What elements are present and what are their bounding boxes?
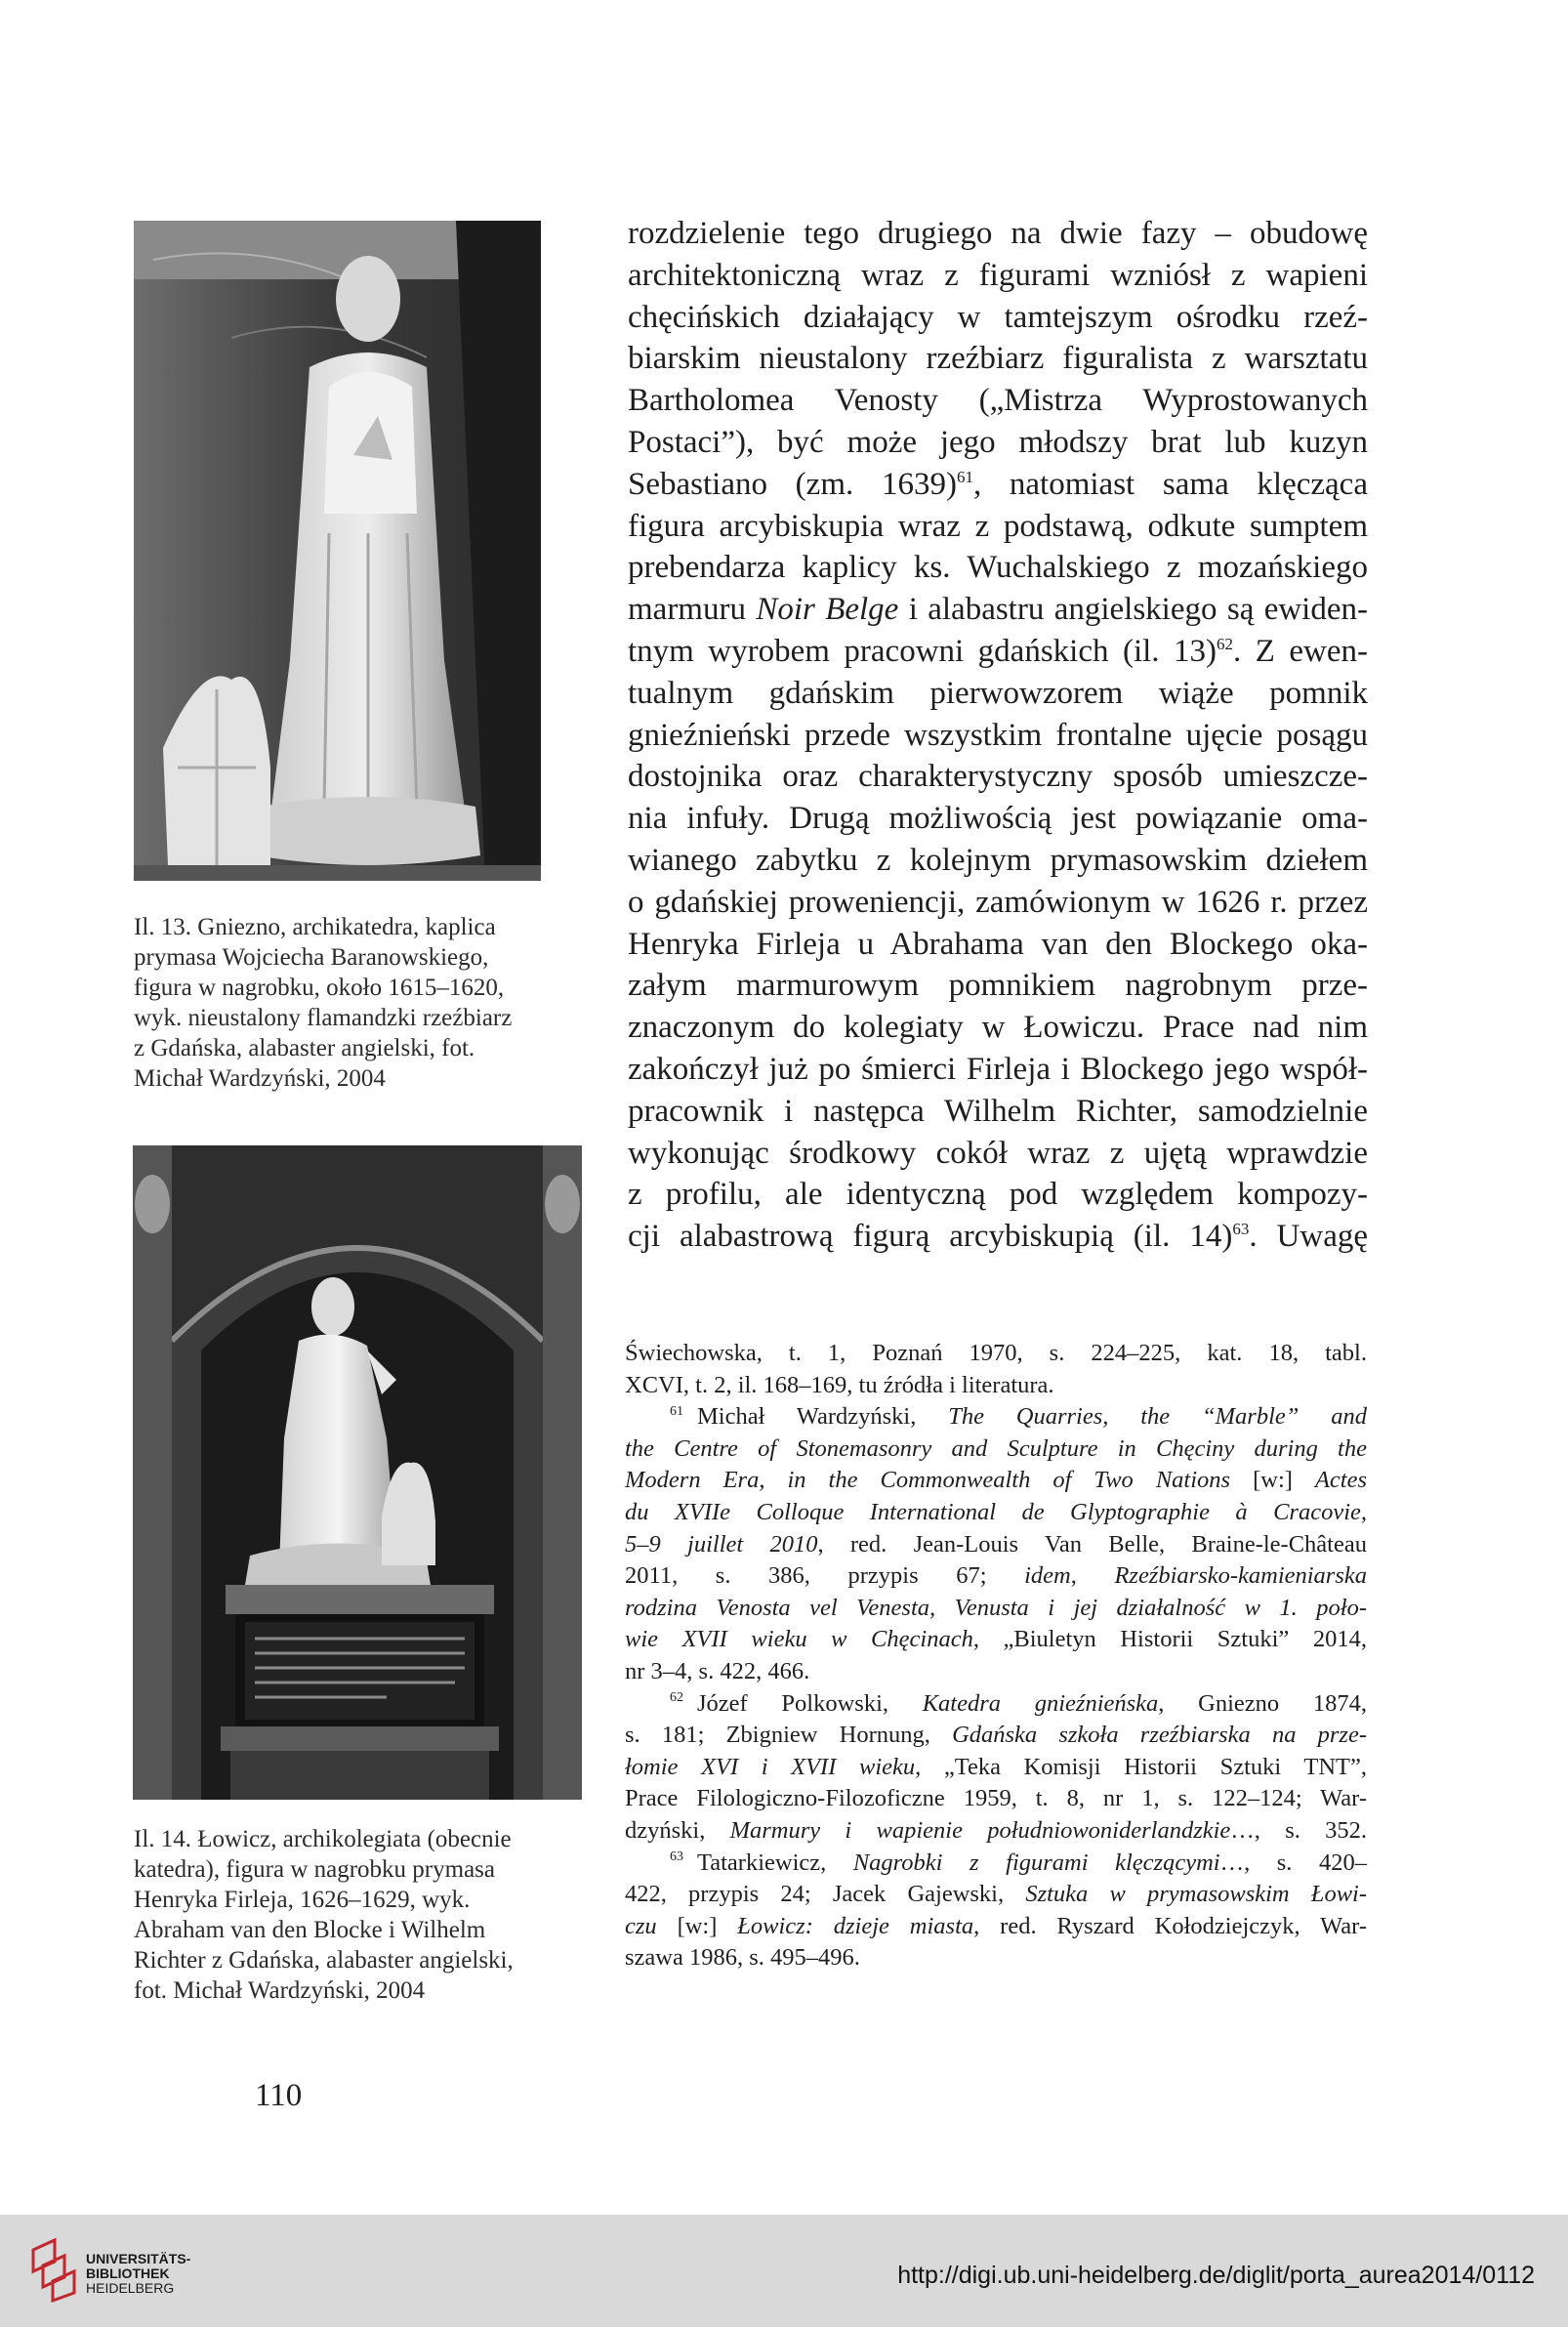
source-url-link[interactable]: http://digi.ub.uni-heidelberg.de/diglit/porta_aurea2014/0112: [897, 2262, 1535, 2289]
footnote-61: $^{61}$ Michał Wardzyński, The Quarries, the “Marble” and: [670, 1403, 1367, 1431]
figure-caption-il14: Il. 14. Łowicz, archikolegiata (obecnie katedra), figura w nagrobku prymasa Henryka Firleja, 1626–1629, wyk. Abraham van den Blocke i Wilhelm Richter z Gdańska, alabaster angielski, fot. Michał Wardzyński, 2004: [134, 1826, 514, 2004]
figure-photo-il13: [134, 221, 541, 881]
library-logo-icon: [29, 2236, 80, 2303]
footnote-63: $^{63}$ Tatarkiewicz, Nagrobki z figurami klęczącymi…, s. 420–: [670, 1849, 1367, 1876]
footnotes: Świechowska, t. 1, Poznań 1970, s. 224–225, kat. 18, tabl. XCVI, t. 2, il. 168–169, tu źródła i literatura. $^{61}$ Michał Wardzyński, The Quarries, the “Marble” and the Centre of Stonemasonry and Sculpture in Chęciny during the Modern Era, in the Commonwealth of Two Nations [w:] Actes du XVIIe Colloque International de Glyptographie à Cracovie, 5–9 juillet 2010, red. Jean-Louis Van Belle, Braine-le-Château 2011, s. 386, przypis 67; idem, Rzeźbiarsko-kamieniarska rodzina Venosta vel Venesta, Venusta i jej działalność w 1. poło- wie XVII wieku w Chęcinach, „Biuletyn Historii Sztuki” 2014, nr 3–4, s. 422, 466. $^{62}$ Józef Polkowski, Katedra gnieźnieńska, Gniezno 1874, s. 181; Zbigniew Hornung, Gdańska szkoła rzeźbiarska na prze- łomie XVI i XVII wieku, „Teka Komisji Historii Sztuki TNT”, Prace Filologiczno-Filozoficzne 1959, t. 8, nr 1, s. 122–124; War- dzyński, Marmury i wapienie południowoniderlandzkie…, s. 352. $^{63}$ Tatarkiewicz, Nagrobki z figurami klęczącymi…, s. 420– 422, przypis 24; Jacek Gajewski, Sztuka w prymasowskim Łowi- czu [w:] Łowicz: dzieje miasta, red. Ryszard Kołodziejczyk, War- szawa 1986, s. 495–496.: [625, 1340, 1368, 1972]
page-number: 110: [255, 2078, 303, 2113]
figure-caption-il13: Il. 13. Gniezno, archikatedra, kaplica prymasa Wojciecha Baranowskiego, figura w nagrobku, około 1615–1620, wyk. nieustalony flamandzki rzeźbiarz z Gdańska, alabaster angielski, fot. Michał Wardzyński, 2004: [134, 914, 513, 1092]
library-logo-text: UNIVERSITÄTS- BIBLIOTHEK HEIDELBERG: [86, 2251, 191, 2296]
footnote-ref-61: 61: [956, 467, 973, 486]
body-text: rozdzielenie tego drugiego na dwie fazy – obudowę architektoniczną wraz z figurami wzniósł z wapieni chęcińskich działający w tamtejszym ośrodku rzeź- biarskim nieustalony rzeźbiarz figuralista z warsztatu Bartholomea Venosty („Mistrza Wyprostowanych Postaci”), być może jego młodszy brat lub kuzyn Sebastiano (zm. 1639)$^{61}$, natomiast sama klęcząca figura arcybiskupia wraz z podstawą, odkute sumptem prebendarza kaplicy ks. Wuchalskiego z mozańskiego marmuru Noir Belge i alabastru angielskiego są ewiden- tnym wyrobem pracowni gdańskich (il. 13)$^{62}$. Z ewen- tualnym gdańskim pierwowzorem wiąże pomnik gnieźnieński przede wszystkim frontalne ujęcie posągu dostojnika oraz charakterystyczny sposób umieszcze- nia infuły. Drugą możliwością jest powiązanie oma- wianego zabytku z kolejnym prymasowskim dziełem o gdańskiej proweniencji, zamówionym w 1626 r. przez Henryka Firleja u Abrahama van den Blockego oka- załym marmurowym pomnikiem nagrobnym prze- znaczonym do kolegiaty w Łowiczu. Prace nad nim zakończył już po śmierci Firleja i Blockego jego współ- pracownik i następca Wilhelm Richter, samodzielnie wykonując środkowy cokół wraz z ujętą wprawdzie z profilu, ale identyczną pod względem kompozy- cji alabastrową figurą arcybiskupią (il. 14)$^{63}$. Uwagę: [628, 216, 1368, 1255]
footnote-ref-62: 62: [1217, 634, 1234, 653]
footnote-ref-63: 63: [1232, 1220, 1250, 1239]
figure-photo-il14: [133, 1145, 582, 1800]
footnote-62: $^{62}$ Józef Polkowski, Katedra gnieźnieńska, Gniezno 1874,: [670, 1689, 1367, 1717]
